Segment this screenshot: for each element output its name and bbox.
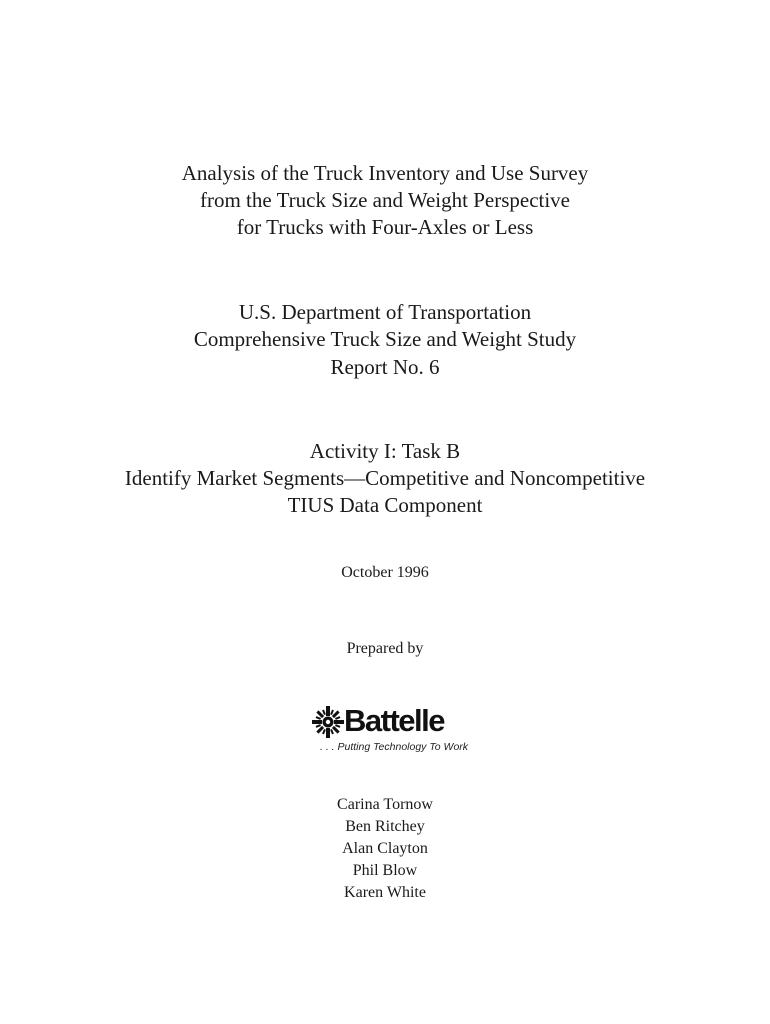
department-line: U.S. Department of Transportation xyxy=(238,300,532,324)
data-component-line: TIUS Data Component xyxy=(287,493,483,517)
author-name: Carina Tornow xyxy=(337,796,433,813)
report-number-line: Report No. 6 xyxy=(330,355,440,379)
battelle-tagline: . . . Putting Technology To Work xyxy=(320,741,469,753)
study-name-line: Comprehensive Truck Size and Weight Study xyxy=(193,327,577,351)
activity-task-line: Activity I: Task B xyxy=(309,439,461,463)
market-segments-line: Identify Market Segments—Competitive and Noncompetitive xyxy=(124,466,646,490)
title-line-3: for Trucks with Four-Axles or Less xyxy=(236,215,534,239)
title-line-2: from the Truck Size and Weight Perspective xyxy=(199,188,571,212)
battelle-wordmark: Battelle xyxy=(344,703,444,738)
author-name: Ben Ritchey xyxy=(345,818,425,835)
report-date: October 1996 xyxy=(341,564,429,581)
author-name: Karen White xyxy=(344,884,426,901)
author-name: Phil Blow xyxy=(352,862,418,879)
author-name: Alan Clayton xyxy=(342,840,428,857)
prepared-by-label: Prepared by xyxy=(346,640,424,657)
battelle-starburst-icon xyxy=(311,705,345,739)
battelle-logo xyxy=(311,705,511,755)
title-line-1: Analysis of the Truck Inventory and Use Survey xyxy=(181,161,589,185)
